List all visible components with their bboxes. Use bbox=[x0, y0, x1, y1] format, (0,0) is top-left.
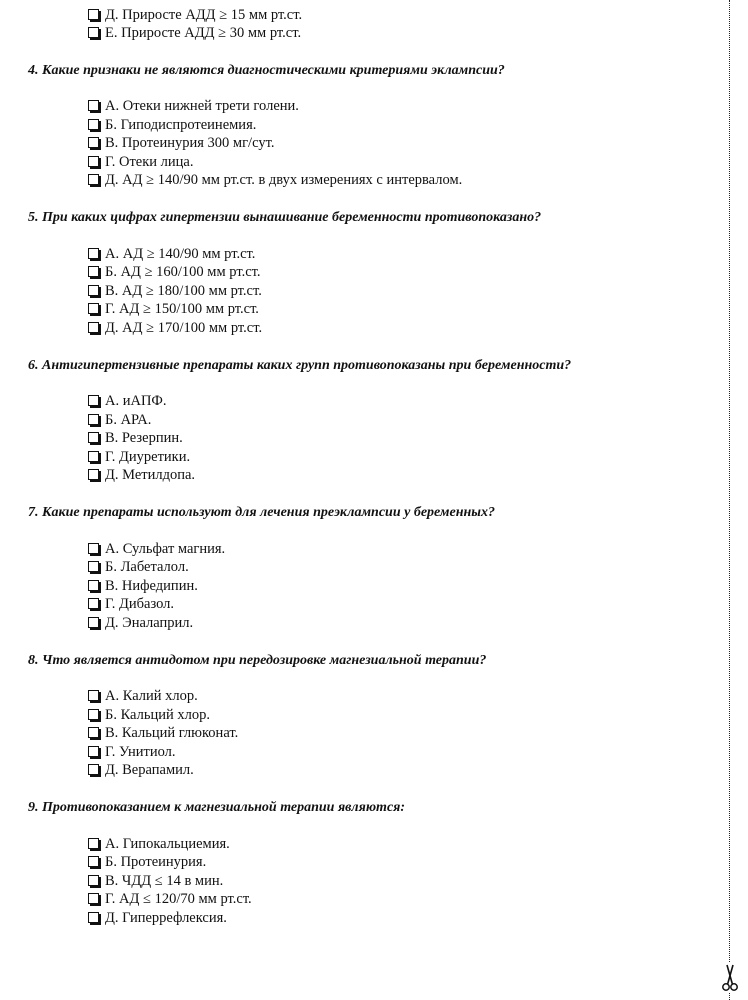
option-label: В. Резерпин. bbox=[105, 430, 183, 446]
checkbox-icon[interactable] bbox=[88, 580, 99, 591]
option-9-a bbox=[88, 835, 230, 853]
option-3-d bbox=[88, 6, 302, 24]
option-label: Г. АД ≥ 150/100 мм рт.ст. bbox=[105, 301, 259, 317]
checkbox-icon[interactable] bbox=[88, 9, 99, 20]
checkbox-icon[interactable] bbox=[88, 690, 99, 701]
option-label: А. иАПФ. bbox=[105, 393, 167, 409]
option-label: Г. Унитиол. bbox=[105, 744, 176, 760]
question-8: 8. Что является антидотом при передозировке магнезиальной терапии? bbox=[28, 653, 487, 668]
option-9-e bbox=[88, 909, 227, 927]
option-label: Д. Метилдопа. bbox=[105, 467, 196, 483]
option-5-b bbox=[88, 263, 261, 281]
checkbox-icon[interactable] bbox=[88, 875, 99, 886]
option-label: В. Кальций глюконат. bbox=[105, 725, 239, 741]
option-7-e bbox=[88, 614, 193, 632]
option-label: Б. Кальций хлор. bbox=[105, 707, 210, 723]
option-5-a bbox=[88, 245, 255, 263]
option-9-c bbox=[88, 872, 223, 890]
checkbox-icon[interactable] bbox=[88, 543, 99, 554]
option-label: Г. Диуретики. bbox=[105, 449, 191, 465]
checkbox-icon[interactable] bbox=[88, 709, 99, 720]
option-6-e bbox=[88, 466, 195, 484]
option-label: Д. Гиперрефлексия. bbox=[105, 910, 227, 926]
scissors-icon bbox=[720, 962, 740, 992]
option-9-d bbox=[88, 890, 252, 908]
option-label: А. Калий хлор. bbox=[105, 688, 198, 704]
option-label: Г. Отеки лица. bbox=[105, 154, 194, 170]
checkbox-icon[interactable] bbox=[88, 451, 99, 462]
option-4-b bbox=[88, 116, 256, 134]
option-label: А. АД ≥ 140/90 мм рт.ст. bbox=[105, 246, 256, 262]
checkbox-icon[interactable] bbox=[88, 838, 99, 849]
checkbox-icon[interactable] bbox=[88, 617, 99, 628]
checkbox-icon[interactable] bbox=[88, 100, 99, 111]
checkbox-icon[interactable] bbox=[88, 248, 99, 259]
checkbox-icon[interactable] bbox=[88, 764, 99, 775]
question-6: 6. Антигипертензивные препараты каких групп противопоказаны при беременности? bbox=[28, 358, 572, 373]
option-7-d bbox=[88, 595, 174, 613]
option-9-b bbox=[88, 853, 206, 871]
option-7-a bbox=[88, 540, 225, 558]
checkbox-icon[interactable] bbox=[88, 856, 99, 867]
checkbox-icon[interactable] bbox=[88, 285, 99, 296]
checkbox-icon[interactable] bbox=[88, 395, 99, 406]
option-label: А. Гипокальциемия. bbox=[105, 836, 230, 852]
option-4-c bbox=[88, 134, 274, 152]
option-label: В. Протеинурия 300 мг/сут. bbox=[105, 135, 275, 151]
option-4-e bbox=[88, 171, 462, 189]
option-label: Д. АД ≥ 170/100 мм рт.ст. bbox=[105, 320, 263, 336]
question-7: 7. Какие препараты используют для лечения преэклампсии у беременных? bbox=[28, 505, 495, 520]
option-label: Д. Эналаприл. bbox=[105, 615, 194, 631]
option-4-d bbox=[88, 153, 194, 171]
option-8-d bbox=[88, 743, 176, 761]
option-7-c bbox=[88, 577, 198, 595]
option-3-e bbox=[88, 24, 301, 42]
question-5: 5. При каких цифрах гипертензии вынашивание беременности противопоказано? bbox=[28, 210, 542, 225]
checkbox-icon[interactable] bbox=[88, 266, 99, 277]
option-label: Д. Верапамил. bbox=[105, 762, 194, 778]
checkbox-icon[interactable] bbox=[88, 746, 99, 757]
option-label: Б. АД ≥ 160/100 мм рт.ст. bbox=[105, 264, 261, 280]
option-label: В. Нифедипин. bbox=[105, 578, 198, 594]
checkbox-icon[interactable] bbox=[88, 912, 99, 923]
option-8-b bbox=[88, 706, 210, 724]
option-label: Б. Лабеталол. bbox=[105, 559, 189, 575]
option-6-b bbox=[88, 411, 151, 429]
checkbox-icon[interactable] bbox=[88, 598, 99, 609]
option-6-a bbox=[88, 392, 167, 410]
option-6-c bbox=[88, 429, 183, 447]
option-label: Б. Гиподиспротеинемия. bbox=[105, 117, 257, 133]
checkbox-icon[interactable] bbox=[88, 893, 99, 904]
option-label: Е. Приросте АДД ≥ 30 мм рт.ст. bbox=[105, 25, 302, 41]
checkbox-icon[interactable] bbox=[88, 414, 99, 425]
option-4-a bbox=[88, 97, 299, 115]
option-5-c bbox=[88, 282, 262, 300]
cut-line bbox=[729, 0, 730, 1000]
checkbox-icon[interactable] bbox=[88, 119, 99, 130]
option-label: Г. АД ≤ 120/70 мм рт.ст. bbox=[105, 891, 252, 907]
option-8-c bbox=[88, 724, 238, 742]
checkbox-icon[interactable] bbox=[88, 432, 99, 443]
option-label: В. АД ≥ 180/100 мм рт.ст. bbox=[105, 283, 262, 299]
checkbox-icon[interactable] bbox=[88, 137, 99, 148]
option-label: А. Отеки нижней трети голени. bbox=[105, 98, 299, 114]
option-label: Б. АРА. bbox=[105, 412, 152, 428]
option-label: В. ЧДД ≤ 14 в мин. bbox=[105, 873, 224, 889]
checkbox-icon[interactable] bbox=[88, 322, 99, 333]
checkbox-icon[interactable] bbox=[88, 469, 99, 480]
checkbox-icon[interactable] bbox=[88, 174, 99, 185]
option-label: Д. АД ≥ 140/90 мм рт.ст. в двух измерениях с интервалом. bbox=[105, 172, 463, 188]
option-5-d bbox=[88, 300, 259, 318]
option-8-e bbox=[88, 761, 194, 779]
checkbox-icon[interactable] bbox=[88, 156, 99, 167]
checkbox-icon[interactable] bbox=[88, 303, 99, 314]
checkbox-icon[interactable] bbox=[88, 727, 99, 738]
checkbox-icon[interactable] bbox=[88, 27, 99, 38]
option-label: Г. Дибазол. bbox=[105, 596, 175, 612]
option-5-e bbox=[88, 319, 262, 337]
question-4: 4. Какие признаки не являются диагностическими критериями эклампсии? bbox=[28, 63, 505, 78]
option-label: Б. Протеинурия. bbox=[105, 854, 207, 870]
option-7-b bbox=[88, 558, 189, 576]
option-label: А. Сульфат магния. bbox=[105, 541, 226, 557]
option-8-a bbox=[88, 687, 198, 705]
question-9: 9. Противопоказанием к магнезиальной терапии являются: bbox=[28, 800, 406, 815]
option-6-d bbox=[88, 448, 190, 466]
option-label: Д. Приросте АДД ≥ 15 мм рт.ст. bbox=[105, 7, 303, 23]
checkbox-icon[interactable] bbox=[88, 561, 99, 572]
